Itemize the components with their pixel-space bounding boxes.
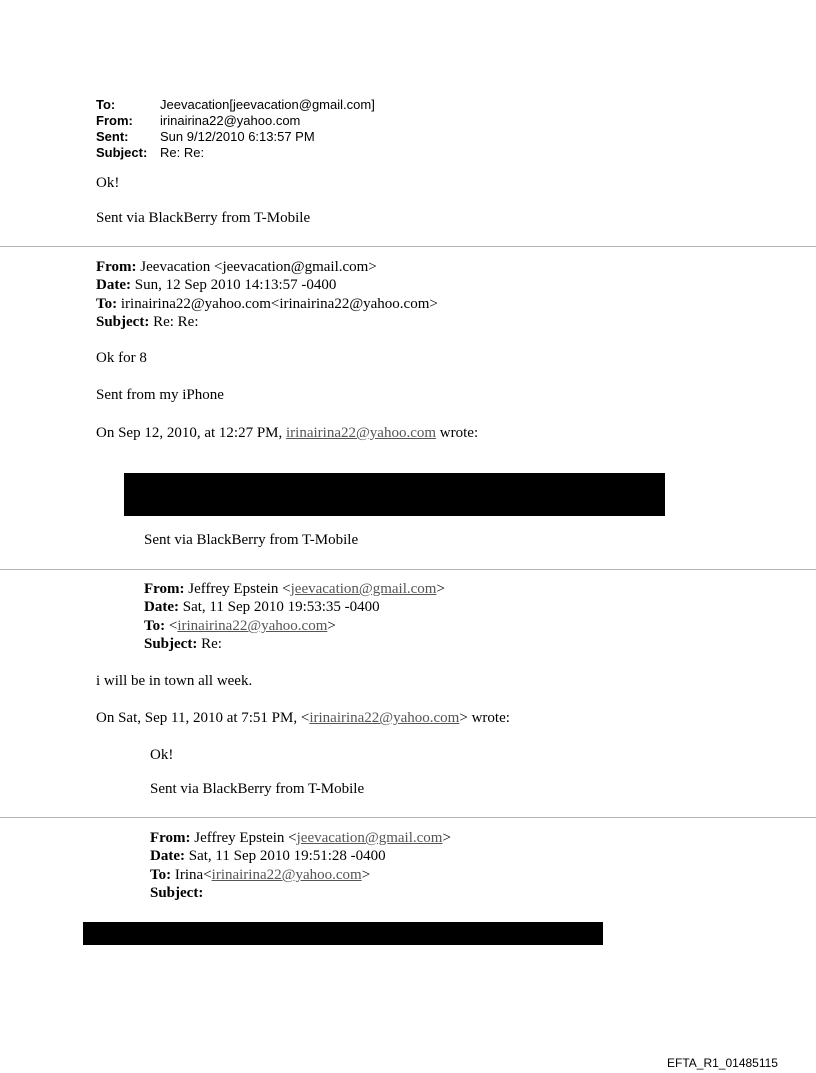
msg2-to — [96, 295, 438, 313]
from-label: From: — [150, 830, 191, 846]
quote-prefix: On Sat, Sep 11, 2010 at 7:51 PM, < — [96, 710, 310, 726]
subject-label: Subject: — [150, 885, 204, 901]
msg1-header — [96, 97, 375, 161]
date-value: Sat, 11 Sep 2010 19:51:28 -0400 — [188, 848, 386, 864]
redaction-block — [124, 473, 665, 516]
divider — [0, 817, 816, 818]
msg4-date — [144, 598, 380, 616]
to-suffix: > — [327, 618, 336, 634]
subject-label: Subject: — [96, 145, 148, 160]
msg2-from — [96, 258, 377, 276]
to-label: To: — [96, 296, 118, 312]
subject-value: Re: — [201, 636, 222, 652]
from-suffix: > — [442, 830, 451, 846]
email-link[interactable]: irinairina22@yahoo.com — [177, 618, 328, 634]
divider — [0, 569, 816, 570]
date-value: Sun, 12 Sep 2010 14:13:57 -0400 — [134, 277, 337, 293]
msg3-signature: Sent via BlackBerry from T-Mobile — [144, 532, 359, 548]
bates-number: EFTA_R1_01485115 — [667, 1056, 778, 1070]
msg1-body: Ok! — [96, 175, 120, 191]
from-label: From: — [96, 113, 133, 128]
date-label: Date: — [150, 848, 185, 864]
msg2-signature: Sent from my iPhone — [96, 387, 224, 403]
date-label: Date: — [96, 277, 131, 293]
msg2-date — [96, 276, 336, 294]
sent-value: Sun 9/12/2010 6:13:57 PM — [160, 129, 315, 144]
from-prefix: Jeffrey Epstein < — [188, 581, 291, 597]
to-value: irinairina22@yahoo.com<irinairina22@yahoo.com> — [120, 296, 438, 312]
date-value: Sat, 11 Sep 2010 19:53:35 -0400 — [182, 599, 380, 615]
subject-value: Re: Re: — [153, 314, 199, 330]
date-label: Date: — [144, 599, 179, 615]
email-link[interactable]: irinairina22@yahoo.com — [286, 425, 437, 441]
msg4-quote-line — [96, 709, 510, 727]
msg4-body: i will be in town all week. — [96, 673, 253, 689]
to-label: To: — [96, 97, 116, 112]
msg6-date — [150, 847, 386, 865]
divider — [0, 246, 816, 247]
quote-prefix: On Sep 12, 2010, at 12:27 PM, — [96, 425, 283, 441]
from-prefix: Jeffrey Epstein < — [194, 830, 297, 846]
to-label: To: — [150, 867, 172, 883]
from-label: From: — [96, 259, 137, 275]
msg4-to — [144, 617, 336, 635]
sent-label: Sent: — [96, 129, 129, 144]
to-prefix: < — [168, 618, 178, 634]
from-value: irinairina22@yahoo.com — [160, 113, 301, 128]
msg2-subject — [96, 313, 199, 331]
msg2-body: Ok for 8 — [96, 350, 147, 366]
to-label: To: — [144, 618, 166, 634]
to-value: Jeevacation[jeevacation@gmail.com] — [160, 97, 375, 112]
msg4-from — [144, 580, 445, 598]
from-label: From: — [144, 581, 185, 597]
msg1-signature: Sent via BlackBerry from T-Mobile — [96, 210, 311, 226]
msg5-body: Ok! — [150, 747, 174, 763]
from-value: Jeevacation <jeevacation@gmail.com> — [140, 259, 377, 275]
from-suffix: > — [436, 581, 445, 597]
msg2-quote-line — [96, 424, 478, 442]
email-link[interactable]: jeevacation@gmail.com — [290, 581, 437, 597]
to-prefix: Irina< — [174, 867, 212, 883]
subject-label: Subject: — [144, 636, 198, 652]
msg6-subject — [150, 884, 203, 902]
quote-suffix: > wrote: — [459, 710, 510, 726]
email-link[interactable]: jeevacation@gmail.com — [296, 830, 443, 846]
msg5-signature: Sent via BlackBerry from T-Mobile — [150, 781, 365, 797]
quote-suffix: wrote: — [439, 425, 479, 441]
msg6-to — [150, 866, 370, 884]
to-suffix: > — [361, 867, 371, 883]
msg6-from — [150, 829, 451, 847]
msg4-subject — [144, 635, 222, 653]
email-link[interactable]: irinairina22@yahoo.com — [211, 867, 362, 883]
subject-label: Subject: — [96, 314, 150, 330]
redaction-block — [83, 922, 603, 945]
email-link[interactable]: irinairina22@yahoo.com — [309, 710, 460, 726]
subject-value: Re: Re: — [160, 145, 205, 160]
